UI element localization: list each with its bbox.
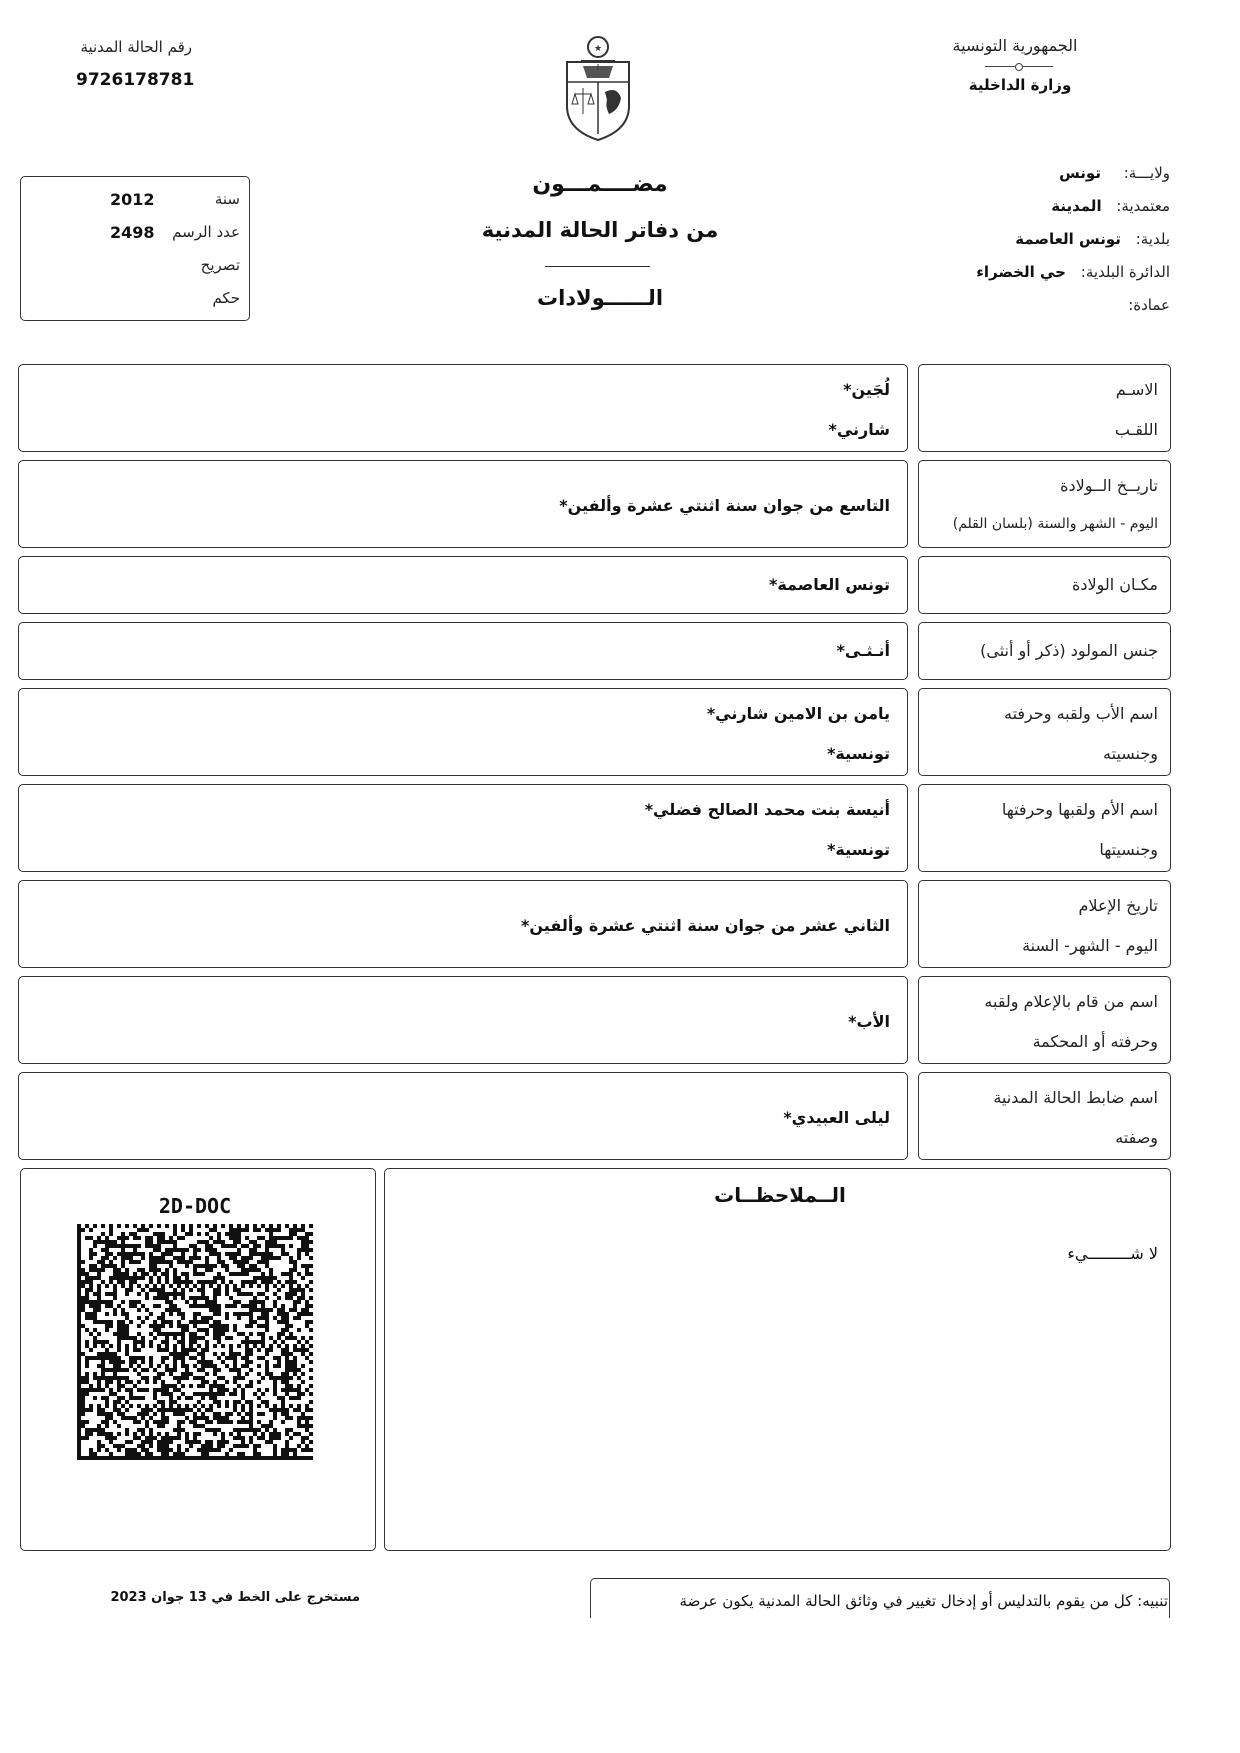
title-line3: الــــــولادات <box>536 286 664 310</box>
declaration-date-sub: اليوم - الشهر- السنة <box>1022 936 1158 955</box>
birth-date-label: تاريــخ الــولادة <box>1060 476 1158 495</box>
mother-label: اسم الأم ولقبها وحرفتها <box>1001 800 1158 819</box>
district-label: الدائرة البلدية: <box>1080 263 1170 281</box>
title-line2: من دفاتر الحالة المدنية <box>481 218 719 242</box>
father-label: اسم الأب ولقبه وحرفته <box>1004 704 1158 723</box>
birth-place-value: تونس العاصمة* <box>768 575 890 594</box>
title-line1: مضــــمـــون <box>532 172 668 197</box>
row-birthdate-label-box <box>918 460 1171 548</box>
birth-date-value: التاسع من جوان سنة اثنتي عشرة وألفين* <box>559 496 890 515</box>
name-value: لُجَين* <box>843 380 890 399</box>
location-municipality <box>900 230 1170 248</box>
father-value: يامن بن الامين شارني* <box>706 704 890 723</box>
record-label: عدد الرسم <box>172 223 240 241</box>
record-value: 2498 <box>110 223 155 242</box>
father-nationality: تونسية* <box>827 744 890 763</box>
officer-label: اسم ضابط الحالة المدنية <box>993 1088 1158 1107</box>
extraction-date: مستخرج على الخط في 13 جوان 2023 <box>110 1590 360 1605</box>
birth-place-label: مكـان الولادة <box>1071 575 1158 594</box>
qr-caption: 2D-DOC <box>158 1194 232 1218</box>
declaration-date-label: تاريخ الإعلام <box>1078 896 1158 915</box>
remarks-box <box>384 1168 1171 1551</box>
divider-dot-icon <box>1015 63 1023 71</box>
sex-value: أنـثـى* <box>836 641 890 660</box>
judgment-label: حكم <box>212 289 240 307</box>
declarant-value: الأب* <box>848 1012 890 1031</box>
declaration-date-value: الثاني عشر من جوان سنة اثنتي عشرة وألفين* <box>521 916 890 935</box>
location-governorate <box>900 164 1170 182</box>
father-label-2: وجنسيته <box>1103 744 1158 763</box>
delegation-value: المدينة <box>1051 197 1102 215</box>
location-delegation <box>900 197 1170 215</box>
sector-label: عمادة: <box>1128 296 1170 314</box>
mother-nationality: تونسية* <box>827 840 890 859</box>
title-divider <box>545 266 650 267</box>
sex-label: جنس المولود (ذكر أو أنثى) <box>980 641 1158 660</box>
district-value: حي الخضراء <box>976 263 1066 281</box>
remarks-value: لا شـــــــــيء <box>1067 1244 1158 1263</box>
mother-value: أنيسة بنت محمد الصالح فضلي* <box>644 800 890 819</box>
republic-title: الجمهورية التونسية <box>952 36 1078 55</box>
mother-label-2: وجنسيتها <box>1099 840 1158 859</box>
civil-number-label: رقم الحالة المدنية <box>80 38 192 56</box>
year-label: سنة <box>214 190 240 208</box>
surname-label: اللقـب <box>1114 420 1158 439</box>
ministry-title: وزارة الداخلية <box>968 76 1072 94</box>
delegation-label: معتمدية: <box>1116 197 1170 215</box>
2d-doc-barcode-icon <box>77 1224 313 1460</box>
remarks-title: الــملاحظــات <box>714 1183 846 1207</box>
year-value: 2012 <box>110 190 155 209</box>
declaration-label: تصريح <box>200 256 240 274</box>
municipality-value: تونس العاصمة <box>1015 230 1121 248</box>
municipality-label: بلدية: <box>1135 230 1170 248</box>
declarant-label: اسم من قام بالإعلام ولقبه <box>984 992 1158 1011</box>
officer-label-2: وصفته <box>1115 1128 1158 1147</box>
governorate-label: ولايـــة: <box>1123 164 1170 182</box>
birth-date-sub: اليوم - الشهر والسنة (بلسان القلم) <box>952 516 1158 532</box>
civil-number: 9726178781 <box>76 70 195 90</box>
svg-text:★: ★ <box>593 44 603 54</box>
tunisia-coat-of-arms-icon <box>555 34 641 144</box>
surname-value: شارني* <box>828 420 890 439</box>
warning-text: تنبيه: كل من يقوم بالتدليس أو إدخال تغيير في وثائق الحالة المدنية يكون عرضة <box>679 1592 1168 1610</box>
name-label: الاسـم <box>1115 380 1158 399</box>
officer-value: ليلى العبيدي* <box>783 1108 890 1127</box>
governorate-value: تونس <box>1059 164 1101 182</box>
location-district <box>900 263 1170 281</box>
declarant-label-2: وحرفته أو المحكمة <box>1032 1032 1158 1051</box>
